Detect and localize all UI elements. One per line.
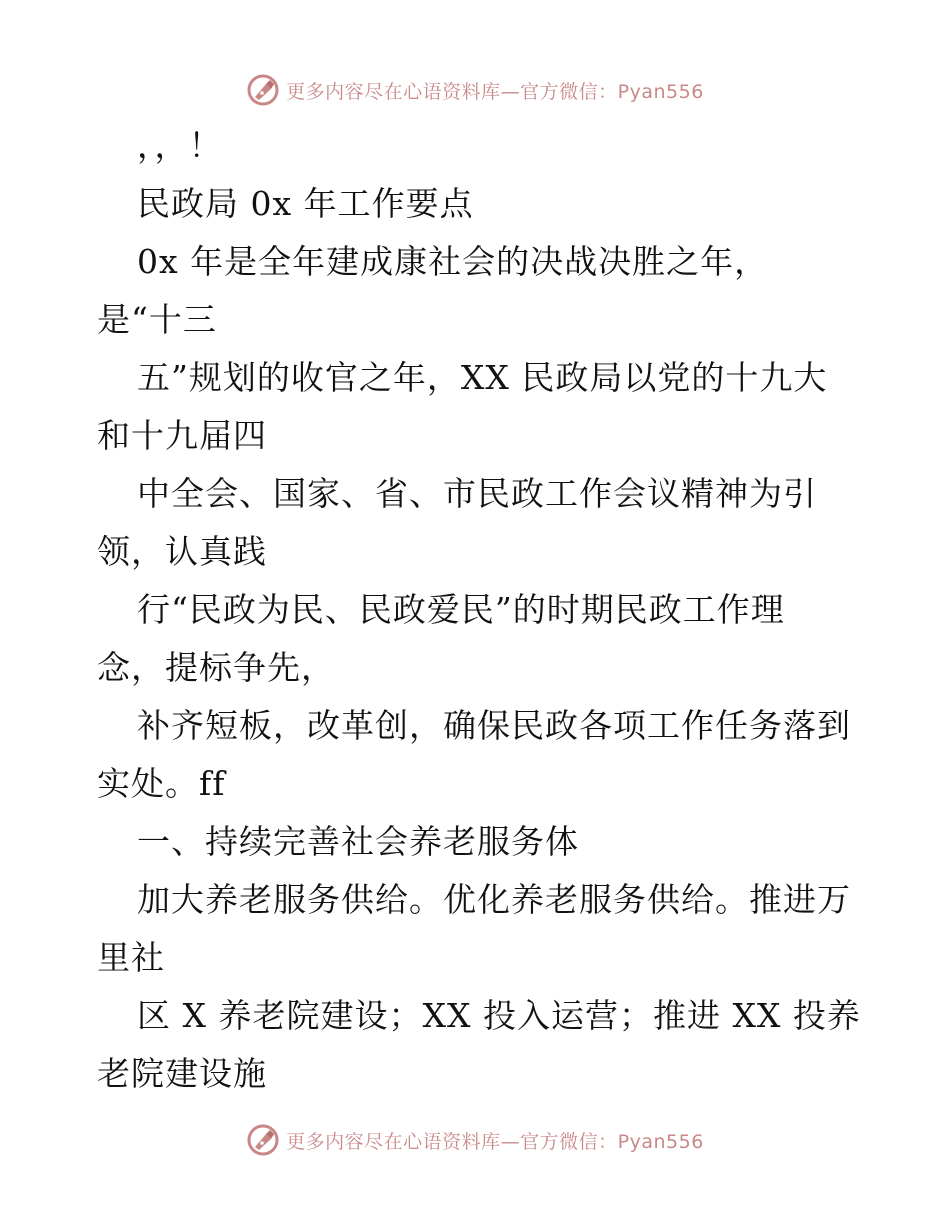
section-heading: 一、持续完善社会养老服务体 bbox=[137, 822, 579, 861]
doc-line: 实处。ff bbox=[97, 764, 226, 803]
footer-banner-text: 更多内容尽在心语资料库—官方微信：Pyan556 bbox=[286, 1130, 704, 1153]
doc-line: 加大养老服务供给。优化养老服务供给。推进万 bbox=[137, 880, 851, 919]
doc-line: 老院建设施 bbox=[97, 1054, 267, 1093]
doc-line: 和十九届四 bbox=[97, 416, 267, 455]
header-banner bbox=[0, 70, 950, 110]
doc-line: 0x 年是全年建成康社会的决战决胜之年， bbox=[137, 242, 769, 281]
doc-line: 五”规划的收官之年，XX 民政局以党的十九大 bbox=[137, 358, 828, 397]
header-banner-text: 更多内容尽在心语资料库—官方微信：Pyan556 bbox=[286, 80, 704, 103]
doc-line: 是“十三 bbox=[97, 300, 217, 339]
footer-banner bbox=[0, 1120, 950, 1160]
doc-line: 行“民政为民、民政爱民”的时期民政工作理 bbox=[137, 590, 785, 629]
doc-line: 中全会、国家、省、市民政工作会议精神为引 bbox=[137, 474, 817, 513]
doc-line: 补齐短板，改革创，确保民政各项工作任务落到 bbox=[137, 706, 851, 745]
doc-title: 民政局 0x 年工作要点 bbox=[137, 184, 474, 223]
doc-line: 区 X 养老院建设；XX 投入运营；推进 XX 投养 bbox=[137, 996, 861, 1035]
doc-line: 念，提标争先， bbox=[97, 648, 335, 687]
doc-line: ，，！ bbox=[137, 126, 223, 165]
pen-nib-logo-icon bbox=[246, 73, 280, 107]
doc-line: 里社 bbox=[97, 938, 165, 977]
doc-line: 领，认真践 bbox=[97, 532, 267, 571]
pen-nib-logo-icon bbox=[246, 1123, 280, 1157]
